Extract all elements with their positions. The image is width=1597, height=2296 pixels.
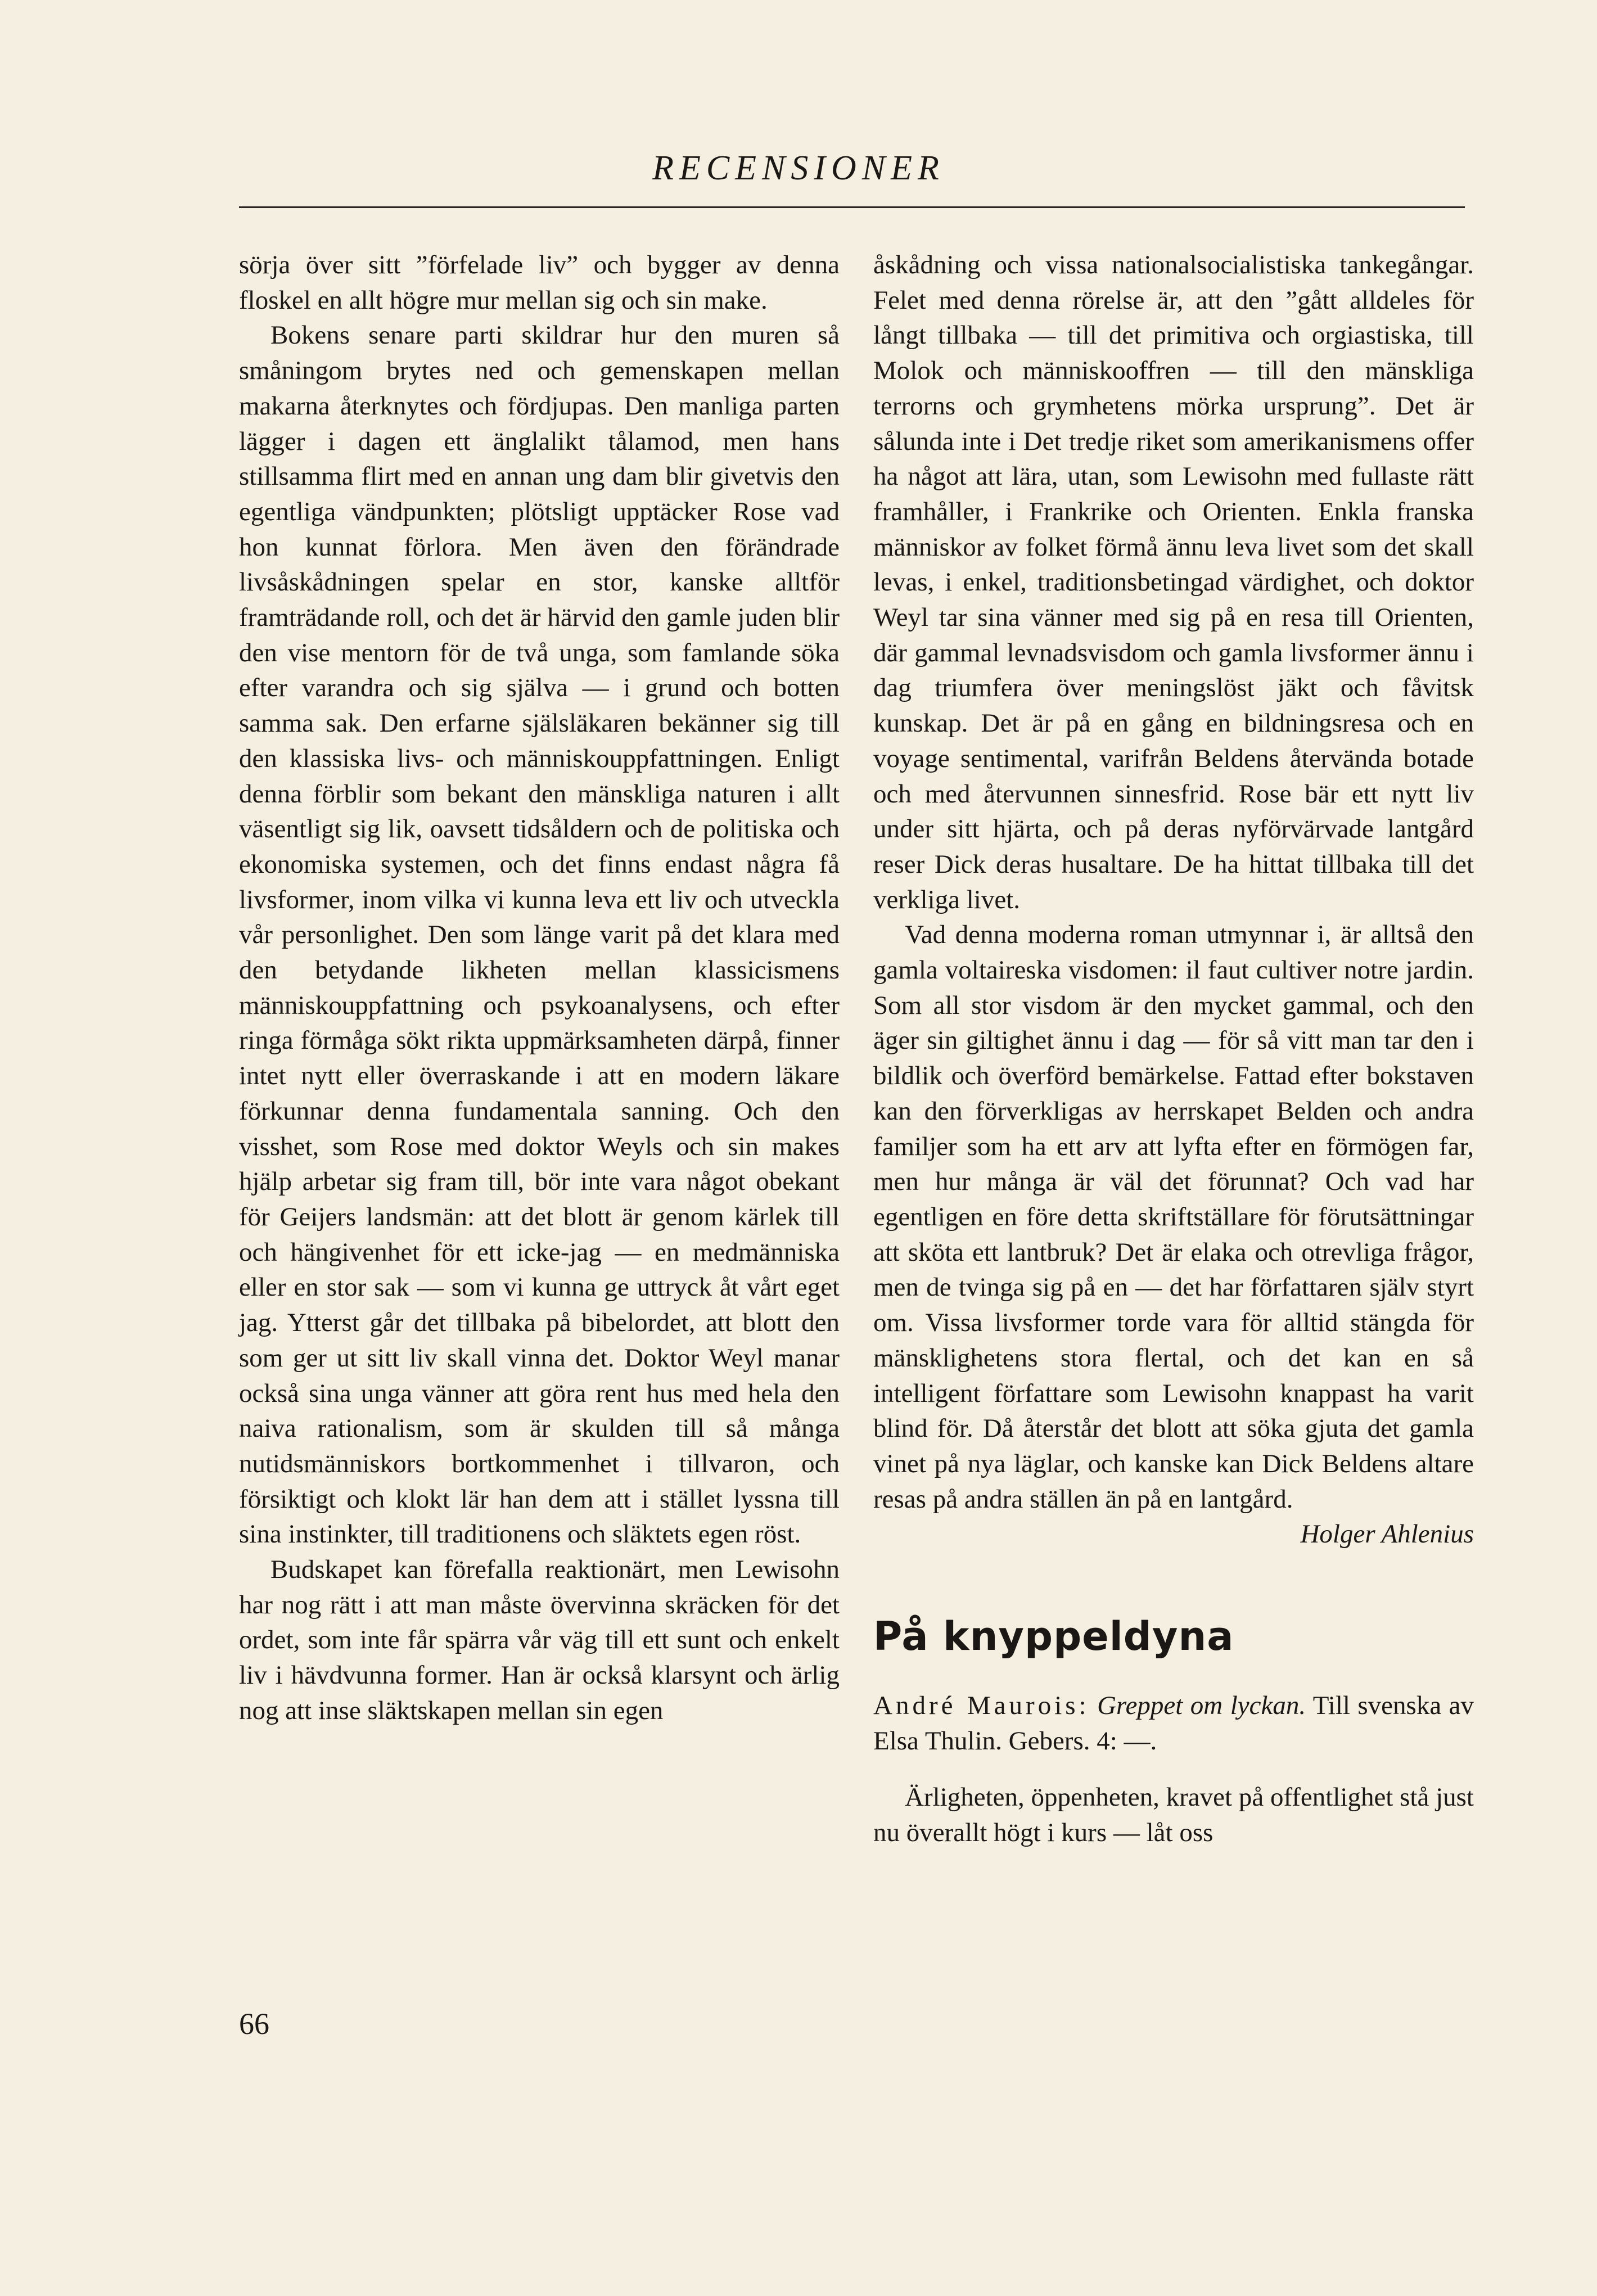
- review-signature: Holger Ahlenius: [1300, 1519, 1474, 1549]
- page-number: 66: [239, 2007, 269, 2041]
- byline-details: Till svenska av Elsa Thulin. Gebers. 4: —.: [873, 1691, 1474, 1756]
- header-divider: [239, 206, 1465, 208]
- byline-author: André Maurois:: [873, 1691, 1090, 1721]
- body-paragraph: åskådning och vissa nationalsocialistiska tankegångar. Felet med denna rörelse är, att den ”gått alldeles för långt tillbaka — till det primitiva och orgiastiska, till Molok och människooffren — till den mänskliga terrorns och grymhetens mörka ursprung”. Det är sålunda inte i Det tredje riket som amerikanismens offer ha något att lära, utan, som Lewisohn med fullaste rätt framhåller, i Frankrike och Orienten. Enkla franska människor av folket förmå ännu leva livet som det skall levas, i enkel, traditionsbetingad värdighet, och doktor Weyl tar sina vänner med sig på en resa till Orienten, där gammal levnadsvisdom och gamla livsformer ännu i dag triumfera över meningslöst jäkt och fåvitsk kunskap. Det är på en gång en bildningsresa och en voyage sentimental, varifrån Beldens återvända botade och med återvunnen sinnesfrid. Rose bär ett nytt liv under sitt hjärta, och på deras nyförvärvade lantgård reser Dick deras husaltare. De ha hittat tillbaka till det verkliga livet.: [873, 250, 1474, 914]
- running-header: RECENSIONER: [652, 149, 945, 187]
- body-paragraph-text: Vad denna moderna roman utmynnar i, är alltså den gamla voltaireska visdomen: il faut cultiver notre jardin. Som all stor visdom är den mycket gammal, och den äger sin giltighet ännu i dag — för så vitt man tar den i bildlik och överförd bemärkelse. Fattad efter bokstaven kan den förverkligas av herrskapet Belden och andra familjer som ha ett arv att lyfta efter en förmögen far, men hur många är väl det förunnat? Och vad har egentligen en före detta skriftställare för förutsättningar att sköta ett lantbruk? Det är elaka och otrevliga frågor, men de tvinga sig på en — det har författaren själv styrt om. Vissa livsformer torde vara för alltid stängda för mänsklighetens stora flertal, och det kan en så intelligent författare som Lewisohn knappast ha varit blind för. Då återstår det blott att söka gjuta det gamla vinet på nya läglar, och kanske kan Dick Beldens altare resas på andra ställen än på en lantgård.: [873, 920, 1474, 1514]
- body-paragraph: sörja över sitt ”förfelade liv” och bygger av denna floskel en allt högre mur mellan sig och sin make.: [239, 250, 840, 315]
- section-heading: På knyppeldyna: [873, 1613, 1234, 1660]
- body-paragraph: Bokens senare parti skildrar hur den muren så småningom brytes ned och gemenskapen mellan makarna återknytes och fördjupas. Den manliga parten lägger i dagen ett änglalikt tålamod, men hans stillsamma flirt med en annan ung dam blir givetvis den egentliga vändpunkten; plötsligt upptäcker Rose vad hon kunnat förlora. Men även den förändrade livsåskådningen spelar en stor, kanske alltför framträdande roll, och det är härvid den gamle juden blir den vise mentorn för de två unga, som famlande söka efter varandra och sig själva — i grund och botten samma sak. Den erfarne själsläkaren bekänner sig till den klassiska livs- och människouppfattningen. Enligt denna förblir som bekant den mänskliga naturen i allt väsentligt sig lik, oavsett tidsåldern och de politiska och ekonomiska systemen, och det finns endast några få livsformer, inom vilka vi kunna leva ett liv och utveckla vår personlighet. Den som länge varit på det klara med den betydande likheten mellan klassicismens människouppfattning och psykoanalysens, och efter ringa förmåga sökt rikta uppmärksamheten därpå, finner intet nytt eller överraskande i att en modern läkare förkunnar denna fundamentala sanning. Och den visshet, som Rose med doktor Weyls och sin makes hjälp arbetar sig fram till, bör inte vara något obekant för Geijers landsmän: att det blott är genom kärlek till och hängivenhet för ett icke-jag — en medmänniska eller en stor sak — som vi kunna ge uttryck åt vårt eget jag. Ytterst går det tillbaka på bibelordet, att blott den som ger ut sitt liv skall vinna det. Doktor Weyl manar också sina unga vänner att göra rent hus med hela den naiva rationalism, som är skulden till så många nutidsmänniskors bortkommenhet i tillvaron, och försiktigt och klokt lär han dem att i stället lyssna till sina instinkter, till traditionens och släktets egen röst.: [239, 321, 840, 1549]
- body-paragraph: Budskapet kan förefalla reaktionärt, men Lewisohn har nog rätt i att man måste övervinna skräcken för det ordet, som inte får spärra vår väg till ett sunt och enkelt liv i hävdvunna former. Han är också klarsynt och ärlig nog att inse släktskapen mellan sin egen: [239, 1555, 840, 1725]
- body-paragraph: Ärligheten, öppenheten, kravet på offentlighet stå just nu överallt högt i kurs — låt oss: [873, 1783, 1474, 1848]
- left-column: [239, 247, 840, 1729]
- byline-title: Greppet om lyckan.: [1097, 1691, 1306, 1721]
- book-byline: [873, 1688, 1474, 1758]
- body-paragraph-with-signature: [873, 917, 1474, 1549]
- paragraph-spacer: [873, 1758, 1474, 1780]
- right-column: [873, 247, 1474, 1851]
